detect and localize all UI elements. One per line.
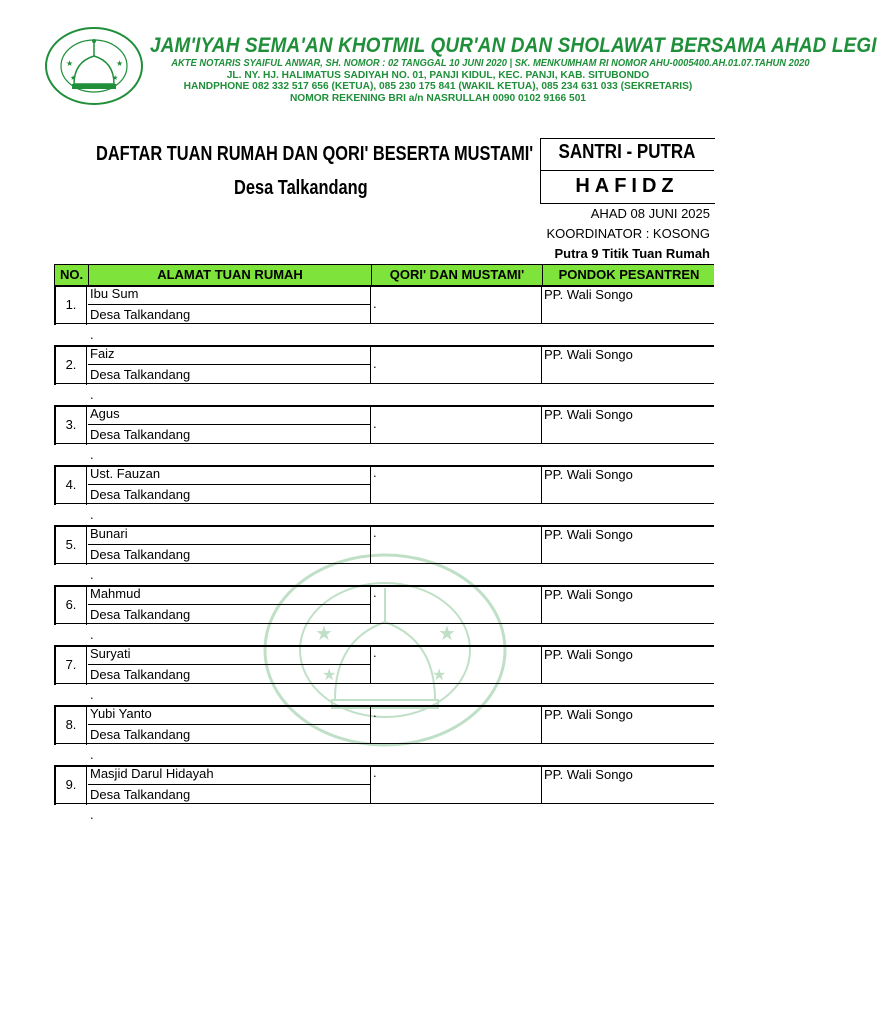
qori-mustami-cell xyxy=(371,465,542,504)
qori-mustami-value: . xyxy=(373,465,377,480)
table-row xyxy=(54,645,714,685)
row-number: 9. xyxy=(54,765,87,805)
qori-mustami-cell xyxy=(371,705,542,744)
letterhead-phones: HANDPHONE 082 332 517 656 (KETUA), 085 230 175 841 (WAKIL KETUA), 085 234 631 033 (SEKRETARIS) xyxy=(183,81,693,92)
host-name: Suryati xyxy=(88,645,371,665)
organization-logo xyxy=(44,26,144,106)
row-number: 6. xyxy=(54,585,87,625)
row-number: 1. xyxy=(54,285,87,325)
row-note: . xyxy=(90,747,94,762)
pondok-name: PP. Wali Songo xyxy=(544,287,633,302)
svg-text:★: ★ xyxy=(66,59,74,68)
row-note: . xyxy=(90,387,94,402)
table-row xyxy=(54,465,714,505)
row-number: 4. xyxy=(54,465,87,505)
coordinator: KOORDINATOR : KOSONG xyxy=(546,226,710,241)
row-border-bottom xyxy=(54,323,714,324)
table-row xyxy=(54,345,714,385)
table-row xyxy=(54,585,714,625)
svg-text:★: ★ xyxy=(322,667,337,684)
event-date: AHAD 08 JUNI 2025 xyxy=(590,206,710,221)
host-village: Desa Talkandang xyxy=(88,785,371,804)
letterhead-bank-account: NOMOR REKENING BRI a/n NASRULLAH 0090 0102 9166 501 xyxy=(289,93,587,104)
row-note: . xyxy=(90,327,94,342)
table-row xyxy=(54,285,714,325)
host-name: Agus xyxy=(88,405,371,425)
pondok-name: PP. Wali Songo xyxy=(544,407,633,422)
table-row xyxy=(54,525,714,565)
row-border-bottom xyxy=(54,683,714,684)
row-number: 2. xyxy=(54,345,87,385)
organization-name: JAM'IYAH SEMA'AN KHOTMIL QUR'AN DAN SHOLAWAT BERSAMA AHAD LEGI xyxy=(150,34,877,57)
header-host-address: ALAMAT TUAN RUMAH xyxy=(88,265,371,285)
category-label: SANTRI - PUTRA xyxy=(558,141,696,163)
host-village: Desa Talkandang xyxy=(88,725,371,744)
row-note: . xyxy=(90,507,94,522)
qori-mustami-cell xyxy=(371,405,542,444)
table-row xyxy=(54,405,714,445)
row-note: . xyxy=(90,807,94,822)
row-note: . xyxy=(90,687,94,702)
header-no: NO. xyxy=(54,265,88,285)
host-name: Bunari xyxy=(88,525,371,545)
host-village: Desa Talkandang xyxy=(88,365,371,384)
row-note: . xyxy=(90,567,94,582)
pondok-name: PP. Wali Songo xyxy=(544,347,633,362)
document-title: DAFTAR TUAN RUMAH DAN QORI' BESERTA MUSTAMI' xyxy=(96,143,534,165)
pondok-name: PP. Wali Songo xyxy=(544,467,633,482)
qori-mustami-cell xyxy=(371,285,542,324)
host-name: Ibu Sum xyxy=(88,285,371,305)
row-note: . xyxy=(90,447,94,462)
qori-mustami-cell xyxy=(371,645,542,684)
row-note: . xyxy=(90,627,94,642)
pondok-name: PP. Wali Songo xyxy=(544,527,633,542)
qori-mustami-value: . xyxy=(373,416,377,431)
pondok-name: PP. Wali Songo xyxy=(544,647,633,662)
host-name: Mahmud xyxy=(88,585,371,605)
svg-text:★: ★ xyxy=(70,75,77,82)
row-number: 8. xyxy=(54,705,87,745)
host-village: Desa Talkandang xyxy=(88,605,371,624)
header-pondok: PONDOK PESANTREN xyxy=(542,265,715,285)
category-type: HAFIDZ xyxy=(575,175,679,197)
qori-mustami-cell xyxy=(371,585,542,624)
host-village: Desa Talkandang xyxy=(88,425,371,444)
qori-mustami-cell xyxy=(371,765,542,804)
row-border-bottom xyxy=(54,803,714,804)
row-border-bottom xyxy=(54,563,714,564)
host-village: Desa Talkandang xyxy=(88,485,371,504)
row-number: 3. xyxy=(54,405,87,445)
table-header xyxy=(54,264,714,286)
row-number: 5. xyxy=(54,525,87,565)
host-village: Desa Talkandang xyxy=(88,545,371,564)
host-village: Desa Talkandang xyxy=(88,665,371,684)
row-border-bottom xyxy=(54,383,714,384)
row-border-bottom xyxy=(54,743,714,744)
qori-mustami-value: . xyxy=(373,296,377,311)
row-number: 7. xyxy=(54,645,87,685)
letterhead-address: JL. NY. HJ. HALIMATUS SADIYAH NO. 01, PANJI KIDUL, KEC. PANJI, KAB. SITUBONDO xyxy=(226,70,650,81)
pondok-name: PP. Wali Songo xyxy=(544,587,633,602)
svg-text:★: ★ xyxy=(438,623,456,645)
qori-mustami-value: . xyxy=(373,585,377,600)
svg-text:★: ★ xyxy=(116,59,124,68)
letterhead-legal-line: AKTE NOTARIS SYAIFUL ANWAR, SH. NOMOR : 02 TANGGAL 10 JUNI 2020 | SK. MENKUMHAM RI NOMOR AHU-0005400.AH.01.07.TAHUN 2020 xyxy=(171,58,810,69)
header-qori-mustami: QORI' DAN MUSTAMI' xyxy=(371,265,542,285)
svg-text:★: ★ xyxy=(112,75,119,82)
qori-mustami-cell xyxy=(371,345,542,384)
host-summary: Putra 9 Titik Tuan Rumah xyxy=(554,246,710,261)
qori-mustami-value: . xyxy=(373,645,377,660)
qori-mustami-cell xyxy=(371,525,542,564)
qori-mustami-value: . xyxy=(373,356,377,371)
host-name: Masjid Darul Hidayah xyxy=(88,765,371,785)
table-row xyxy=(54,705,714,745)
host-name: Ust. Fauzan xyxy=(88,465,371,485)
pondok-name: PP. Wali Songo xyxy=(544,767,633,782)
row-border-bottom xyxy=(54,503,714,504)
category-box-divider xyxy=(540,170,714,171)
host-village: Desa Talkandang xyxy=(88,305,371,324)
host-name: Yubi Yanto xyxy=(88,705,371,725)
svg-text:★: ★ xyxy=(315,623,333,645)
row-border-bottom xyxy=(54,623,714,624)
pondok-name: PP. Wali Songo xyxy=(544,707,633,722)
table-row xyxy=(54,765,714,805)
qori-mustami-value: . xyxy=(373,525,377,540)
document-subtitle: Desa Talkandang xyxy=(234,177,368,199)
host-name: Faiz xyxy=(88,345,371,365)
qori-mustami-value: . xyxy=(373,705,377,720)
svg-text:★: ★ xyxy=(432,667,447,684)
row-border-bottom xyxy=(54,443,714,444)
qori-mustami-value: . xyxy=(373,765,377,780)
